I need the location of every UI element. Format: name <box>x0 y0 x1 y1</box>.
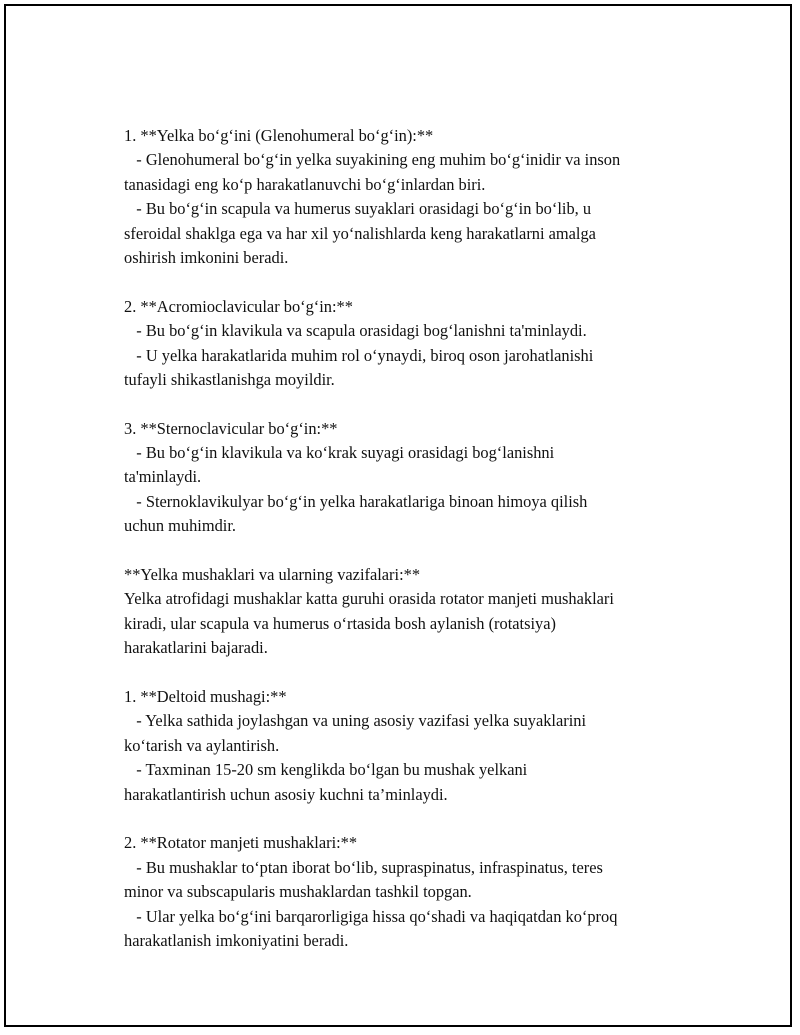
text-line: 2. **Acromioclavicular bo‘g‘in:** <box>124 296 353 316</box>
text-line: - Glenohumeral bo‘g‘in yelka suyakining eng muhim bo‘g‘inidir va inson <box>124 150 621 170</box>
page-frame <box>4 4 792 1027</box>
text-line: - Ular yelka bo‘g‘ini barqarorligiga hissa qo‘shadi va haqiqatdan ko‘proq <box>124 906 618 926</box>
text-line: uchun muhimdir. <box>124 516 236 536</box>
text-line: sferoidal shaklga ega va har xil yo‘nalishlarda keng harakatlarni amalga <box>124 223 596 243</box>
text-line: - Bu bo‘g‘in klavikula va ko‘krak suyagi orasidagi bog‘lanishni <box>124 443 555 463</box>
blank-line <box>124 392 694 416</box>
text-line: tufayli shikastlanishga moyildir. <box>124 369 335 389</box>
text-line: harakatlantirish uchun asosiy kuchni ta’minlaydi. <box>124 784 448 804</box>
blank-line <box>124 270 694 294</box>
text-line: - Yelka sathida joylashgan va uning asosiy vazifasi yelka suyaklarini <box>124 711 587 731</box>
text-line: Yelka atrofidagi mushaklar katta guruhi orasida rotator manjeti mushaklari <box>124 589 614 609</box>
text-line: tanasidagi eng ko‘p harakatlanuvchi bo‘g‘inlardan biri. <box>124 174 486 194</box>
text-line: oshirish imkonini beradi. <box>124 247 289 267</box>
text-line: kiradi, ular scapula va humerus o‘rtasida bosh aylanish (rotatsiya) <box>124 613 556 633</box>
text-line: 1. **Yelka bo‘g‘ini (Glenohumeral bo‘g‘in):** <box>124 126 434 145</box>
text-line: 1. **Deltoid mushagi:** <box>124 686 287 706</box>
text-line: - Bu bo‘g‘in klavikula va scapula orasidagi bog‘lanishni ta'minlaydi. <box>124 321 587 341</box>
document-body <box>124 124 694 953</box>
text-line: - Taxminan 15-20 sm kenglikda bo‘lgan bu mushak yelkani <box>124 760 528 780</box>
text-line: ta'minlaydi. <box>124 467 202 487</box>
blank-line <box>124 661 694 685</box>
text-line: - U yelka harakatlarida muhim rol o‘ynaydi, biroq oson jarohatlanishi <box>124 345 594 365</box>
text-line: - Bu mushaklar to‘ptan iborat bo‘lib, supraspinatus, infraspinatus, teres <box>124 857 603 877</box>
text-line: - Sternoklavikulyar bo‘g‘in yelka harakatlariga binoan himoya qilish <box>124 491 588 511</box>
text-line: ko‘tarish va aylantirish. <box>124 735 280 755</box>
text-line: - Bu bo‘g‘in scapula va humerus suyaklari orasidagi bo‘g‘in bo‘lib, u <box>124 199 592 219</box>
blank-line <box>124 807 694 831</box>
text-line: harakatlarini bajaradi. <box>124 638 268 658</box>
text-line: minor va subscapularis mushaklardan tashkil topgan. <box>124 882 472 902</box>
text-line: 2. **Rotator manjeti mushaklari:** <box>124 833 358 853</box>
blank-line <box>124 539 694 563</box>
text-line: harakatlanish imkoniyatini beradi. <box>124 930 349 950</box>
text-line: **Yelka mushaklari va ularning vazifalari:** <box>124 565 421 585</box>
text-line: 3. **Sternoclavicular bo‘g‘in:** <box>124 418 338 438</box>
